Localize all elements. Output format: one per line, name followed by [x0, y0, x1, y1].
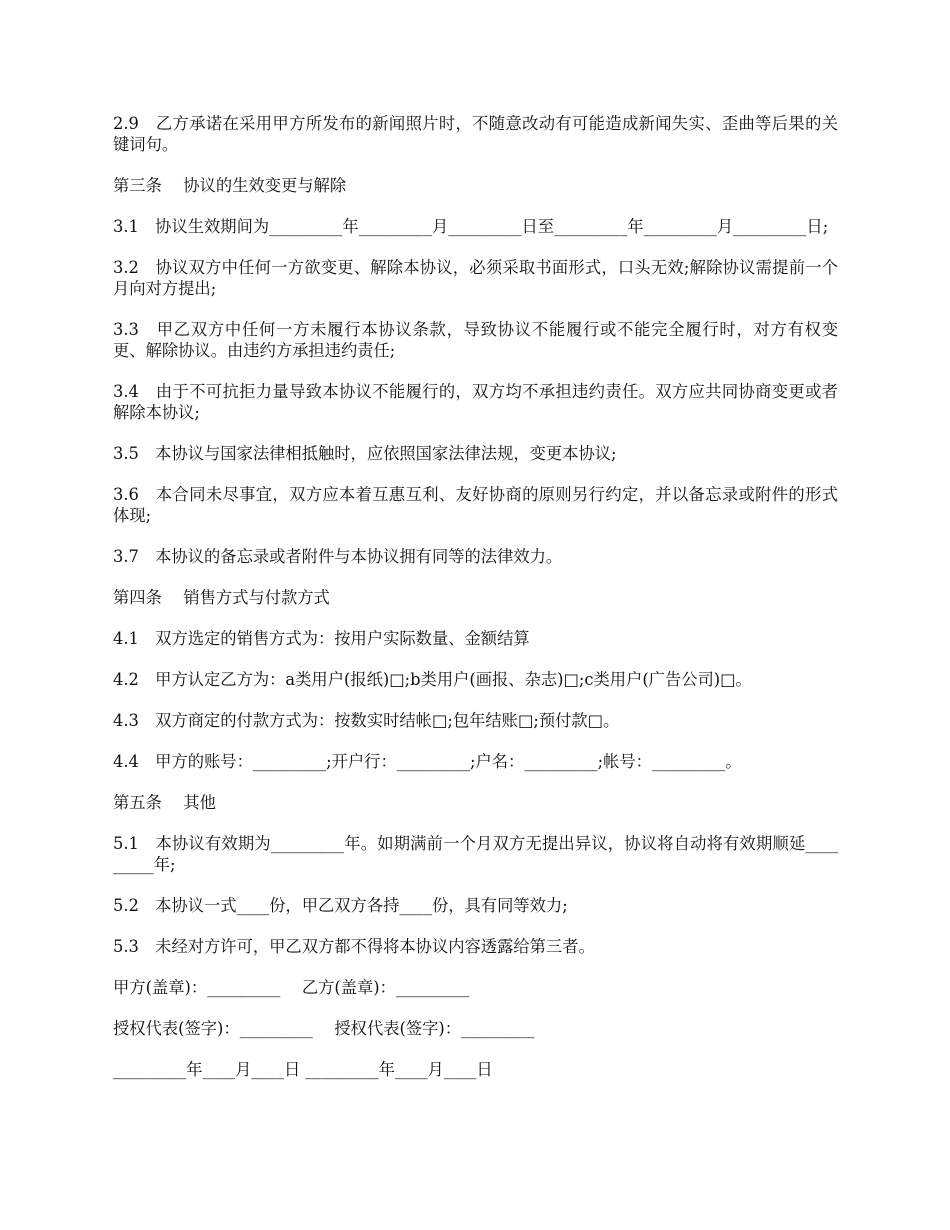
clause-2-9: 2.9 乙方承诺在采用甲方所发布的新闻照片时，不随意改动有可能造成新闻失实、歪曲等后果的关键词句。 — [113, 114, 838, 154]
clause-4-1: 4.1 双方选定的销售方式为：按用户实际数量、金额结算 — [113, 629, 530, 648]
document-page — [113, 113, 838, 1100]
clause-5-3: 5.3 未经对方许可，甲乙双方都不得将本协议内容透露给第三者。 — [113, 937, 595, 956]
article-3-heading: 第三条 协议的生效变更与解除 — [113, 176, 347, 195]
clause-5-1: 5.1 本协议有效期为_________年。如期满前一个月双方无提出异议，协议将自动将有效期顺延_________年; — [113, 834, 838, 874]
clause-3-7: 3.7 本协议的备忘录或者附件与本协议拥有同等的法律效力。 — [113, 547, 563, 566]
clause-3-2: 3.2 协议双方中任何一方欲变更、解除本协议，必须采取书面形式，口头无效;解除协议需提前一个月向对方提出; — [113, 258, 838, 298]
clause-4-3: 4.3 双方商定的付款方式为：按数实时结帐□;包年结账□;预付款□。 — [113, 711, 620, 730]
clause-4-4: 4.4 甲方的账号：_________;开户行：_________;户名：_________;帐号：_________。 — [113, 752, 742, 771]
clause-3-3: 3.3 甲乙双方中任何一方未履行本协议条款，导致协议不能履行或不能完全履行时，对方有权变更、解除协议。由违约方承担违约责任; — [113, 320, 838, 360]
clause-3-1: 3.1 协议生效期间为_________年_________月_________日至_________年_________月_________日; — [113, 217, 829, 236]
signature-line: 授权代表(签字)：_________ 授权代表(签字)：_________ — [113, 1019, 535, 1038]
clause-5-2: 5.2 本协议一式____份，甲乙双方各持____份，具有同等效力; — [113, 896, 568, 915]
clause-3-4: 3.4 由于不可抗拒力量导致本协议不能履行的，双方均不承担违约责任。双方应共同协商变更或者解除本协议; — [113, 382, 838, 422]
article-5-heading: 第五条 其他 — [113, 793, 216, 812]
clause-3-5: 3.5 本协议与国家法律相抵触时，应依照国家法律法规，变更本协议; — [113, 444, 617, 463]
clause-3-6: 3.6 本合同未尽事宜，双方应本着互惠互利、友好协商的原则另行约定，并以备忘录或附件的形式体现; — [113, 485, 838, 525]
date-line: _________年____月____日 _________年____月____日 — [113, 1060, 493, 1079]
seal-line: 甲方(盖章)：_________ 乙方(盖章)：_________ — [113, 978, 470, 997]
article-4-heading: 第四条 销售方式与付款方式 — [113, 588, 330, 607]
clause-4-2: 4.2 甲方认定乙方为：a类用户(报纸)□;b类用户(画报、杂志)□;c类用户(广告公司)□。 — [113, 670, 752, 689]
